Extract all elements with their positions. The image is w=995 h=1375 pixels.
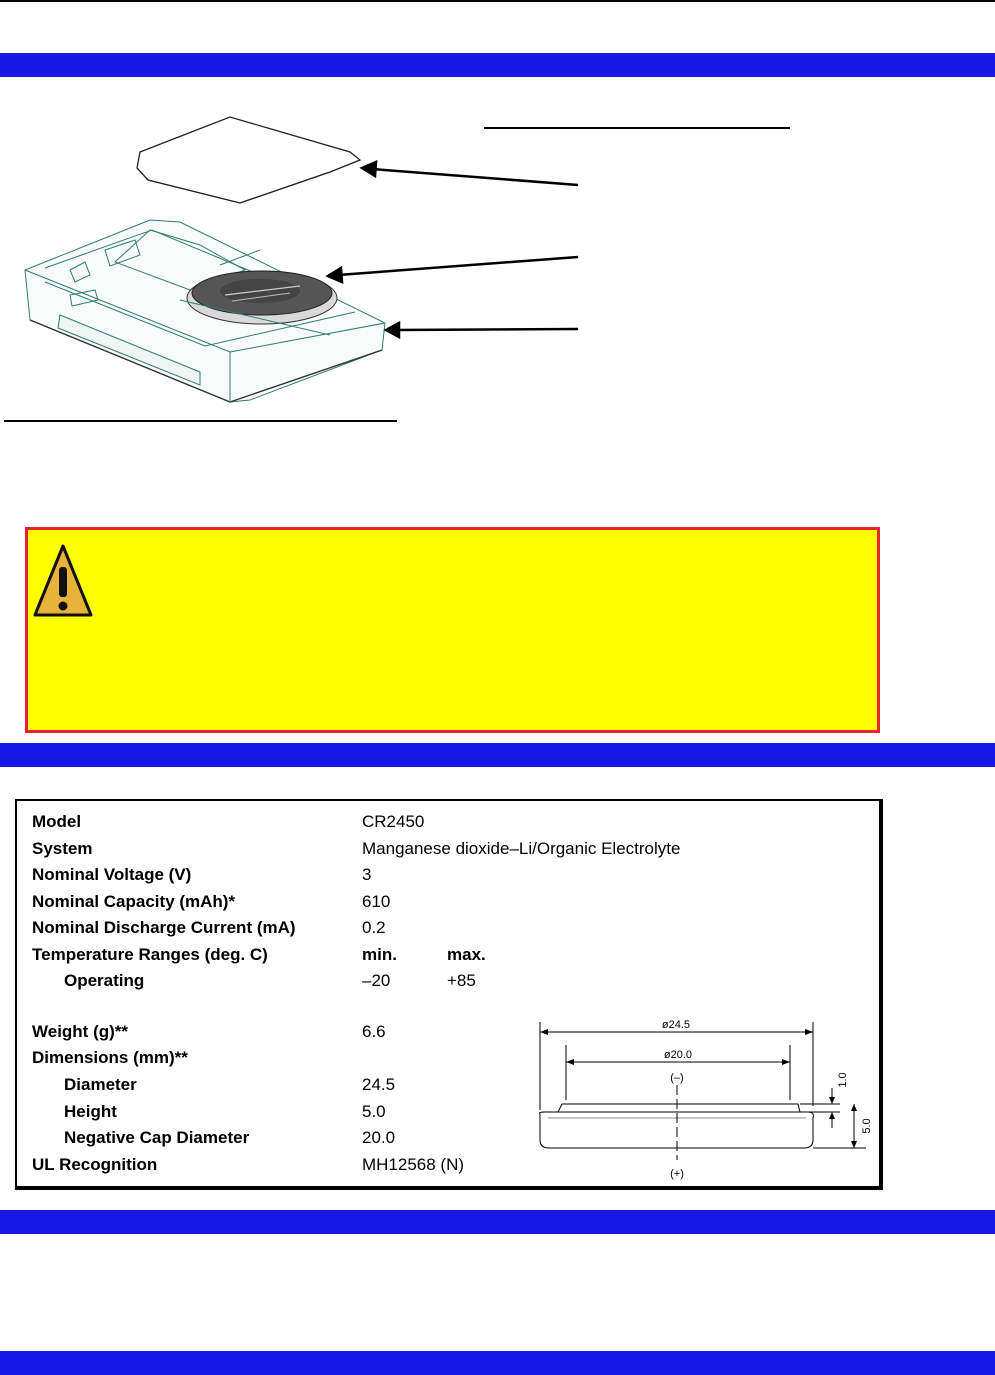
callout-underline [484, 127, 790, 129]
spec-label: Model [32, 812, 82, 831]
figure-underline [4, 420, 397, 422]
spec-value: 20.0 [362, 1128, 396, 1147]
spec-label: Nominal Voltage (V) [32, 865, 192, 884]
negative-terminal-label: (–) [670, 1072, 684, 1084]
section-bar-1 [0, 53, 995, 77]
spec-value: 24.5 [362, 1075, 396, 1094]
spec-value: 610 [362, 892, 391, 911]
spec-label: Weight (g)** [32, 1022, 129, 1041]
spec-value: 5.0 [362, 1102, 386, 1121]
spec-row-cap-diameter [32, 1127, 532, 1149]
total-height-label: 5.0 [861, 1118, 873, 1134]
spec-row-weight [32, 1021, 532, 1043]
spec-value: Manganese dioxide–Li/Organic Electrolyte [362, 839, 681, 858]
spec-row-height [32, 1101, 532, 1123]
spec-row-diameter [32, 1074, 532, 1096]
spec-value-min: –20 [362, 971, 391, 990]
spec-label: Negative Cap Diameter [64, 1128, 250, 1147]
dimension-drawing [520, 1005, 880, 1185]
spec-label: System [32, 839, 93, 858]
spec-value: CR2450 [362, 812, 425, 831]
warning-icon [33, 543, 93, 619]
spec-label: Operating [64, 971, 145, 990]
battery-holder-figure [0, 95, 620, 425]
spec-min-header: min. [362, 945, 397, 964]
outer-diameter-label: ø24.5 [661, 1019, 691, 1031]
spec-label: Height [64, 1102, 117, 1121]
spec-row-ul [32, 1154, 532, 1176]
cap-height-label: 1.0 [837, 1072, 849, 1088]
inner-diameter-label: ø20.0 [663, 1049, 693, 1061]
spec-row-model [32, 811, 532, 833]
spec-value: 3 [362, 865, 372, 884]
warning-box [25, 527, 880, 733]
spec-label: UL Recognition [32, 1155, 158, 1174]
callout-arrows [328, 162, 578, 337]
spec-label: Dimensions (mm)** [32, 1048, 188, 1067]
coin-cell [187, 271, 337, 324]
spec-row-current [32, 917, 532, 939]
top-rule [0, 0, 995, 2]
spec-label: Nominal Capacity (mAh)* [32, 892, 236, 911]
spec-row-capacity [32, 891, 532, 913]
spec-row-temp [32, 944, 532, 966]
spec-max-header: max. [447, 945, 486, 964]
spec-row-operating [32, 970, 532, 992]
spec-row-system [32, 838, 681, 860]
spec-row-dimensions [32, 1047, 532, 1069]
spec-value: 6.6 [362, 1022, 386, 1041]
section-bar-2 [0, 743, 995, 767]
spec-value-max: +85 [447, 971, 476, 990]
spec-value: 0.2 [362, 918, 386, 937]
positive-terminal-label: (+) [670, 1168, 684, 1180]
section-bar-3 [0, 1210, 995, 1234]
spec-label: Nominal Discharge Current (mA) [32, 918, 296, 937]
spec-label: Diameter [64, 1075, 137, 1094]
spec-label: Temperature Ranges (deg. C) [32, 945, 268, 964]
spec-value: MH12568 (N) [362, 1155, 465, 1174]
section-bar-4 [0, 1351, 995, 1375]
spec-row-voltage [32, 864, 532, 886]
cover-plate [137, 117, 360, 203]
